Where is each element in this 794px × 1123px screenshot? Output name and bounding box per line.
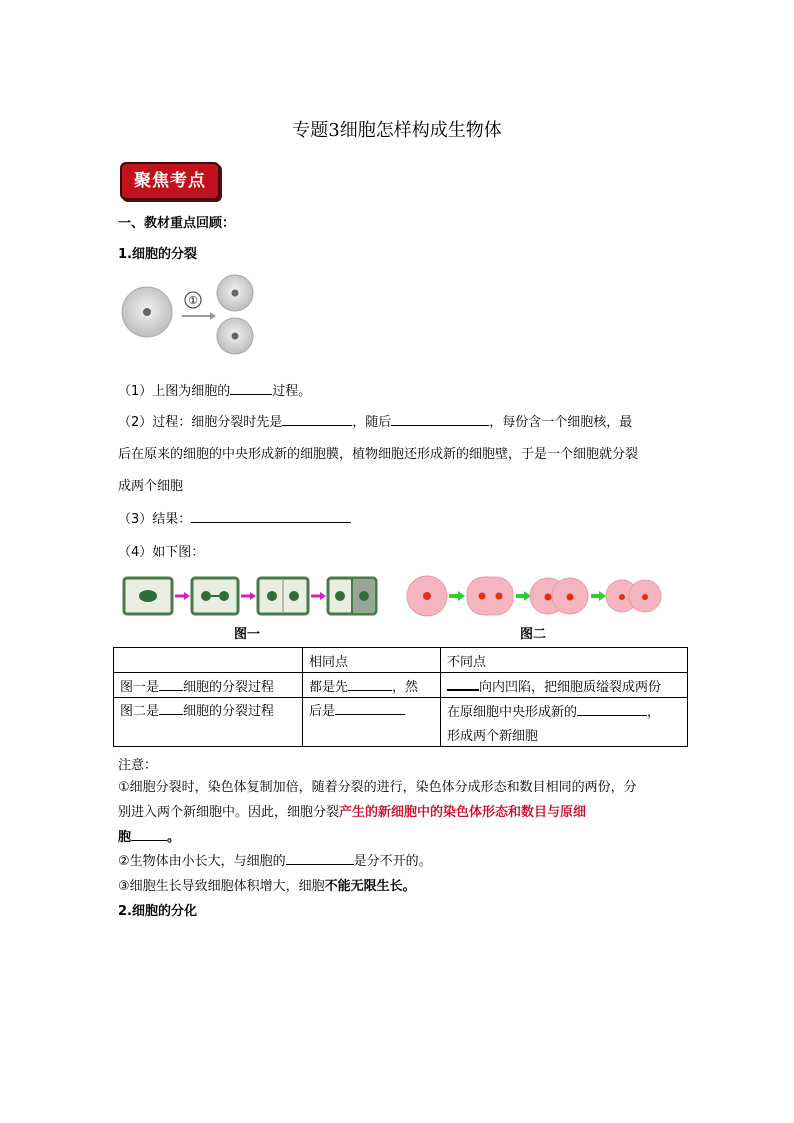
answer-blank bbox=[391, 412, 489, 426]
animal-cell-stage-1 bbox=[407, 576, 447, 616]
note-1-line-2: 别进入两个新细胞中。因此，细胞分裂产生的新细胞中的染色体形态和数目与原细 bbox=[118, 805, 587, 820]
animal-cell-division-figure bbox=[403, 572, 668, 620]
diff-cell-2: 在原细胞中央形成新的 ， bbox=[441, 698, 688, 723]
figure-1-caption: 图一 bbox=[234, 627, 261, 642]
question-2 bbox=[118, 411, 632, 430]
plant-cell-stage-2 bbox=[192, 578, 238, 614]
diff-cell-3: 形成两个新细胞 bbox=[441, 722, 688, 747]
magenta-arrow bbox=[175, 592, 190, 600]
note-2: ②生物体由小长大，与细胞的 是分不开的。 bbox=[118, 850, 432, 869]
answer-blank bbox=[159, 677, 183, 691]
row-label-figure-2: 图二是 细胞的分裂过程 bbox=[114, 698, 303, 747]
animal-cell-stage-3 bbox=[530, 578, 588, 614]
answer-blank bbox=[230, 381, 272, 395]
answer-blank bbox=[577, 702, 647, 716]
step-number: ① bbox=[188, 294, 198, 307]
plant-cell-stage-4 bbox=[328, 578, 376, 614]
cell-division-figure bbox=[120, 268, 260, 368]
answer-blank bbox=[159, 701, 183, 715]
question-2-line-2: 后在原来的细胞的中央形成新的细胞膜，植物细胞还形成新的细胞壁，于是一个细胞就分裂 bbox=[118, 447, 639, 462]
animal-cell-stage-4 bbox=[606, 580, 661, 612]
answer-blank bbox=[131, 827, 167, 841]
question-4: （4）如下图： bbox=[118, 545, 205, 560]
q2-text-mid: ，随后 bbox=[352, 415, 392, 430]
same-cell-1: 都是先 ，然 bbox=[303, 673, 441, 698]
figure-2-caption: 图二 bbox=[520, 627, 547, 642]
arrow-head bbox=[210, 312, 216, 320]
q2-text: （2）过程：细胞分裂时先是 bbox=[118, 415, 283, 430]
table-header-diff: 不同点 bbox=[441, 648, 688, 673]
table-header-same: 相同点 bbox=[303, 648, 441, 673]
nucleus bbox=[143, 308, 151, 316]
green-arrow bbox=[449, 591, 465, 601]
plant-cell-division-figure bbox=[120, 574, 380, 618]
q1-text: （1）上图为细胞的 bbox=[118, 384, 231, 399]
nucleus bbox=[232, 333, 239, 340]
q1-text-end: 过程。 bbox=[272, 384, 312, 399]
q2-text-end: ，每份含一个细胞核，最 bbox=[489, 415, 633, 430]
answer-blank bbox=[191, 509, 351, 523]
answer-blank bbox=[282, 412, 352, 426]
comparison-table bbox=[113, 647, 688, 747]
emphasis-text: 不能无限生长。 bbox=[324, 879, 416, 894]
row-label-figure-1: 图一是 细胞的分裂过程 bbox=[114, 673, 303, 698]
answer-blank bbox=[447, 676, 479, 691]
focus-badge: 聚焦考点 bbox=[120, 162, 220, 200]
note-1-line-3: 胞 。 bbox=[118, 826, 180, 845]
note-3: ③细胞生长导致细胞体积增大，细胞不能无限生长。 bbox=[118, 879, 416, 894]
note-title: 注意： bbox=[118, 758, 158, 773]
question-2-line-3: 成两个细胞 bbox=[118, 479, 184, 494]
green-arrow bbox=[516, 591, 531, 601]
page-title: 专题3细胞怎样构成生物体 bbox=[292, 120, 502, 141]
subheading-cell-differentiation: 2.细胞的分化 bbox=[118, 904, 197, 919]
q3-text: （3）结果： bbox=[118, 512, 192, 527]
nucleus bbox=[232, 290, 239, 297]
same-cell-2: 后是 bbox=[303, 698, 441, 747]
green-arrow bbox=[591, 591, 606, 601]
section-heading-review: 一、教材重点回顾： bbox=[118, 216, 236, 231]
plant-cell-stage-3 bbox=[258, 578, 308, 614]
subheading-cell-division: 1.细胞的分裂 bbox=[118, 247, 197, 262]
question-1 bbox=[118, 380, 311, 399]
emphasis-text: 产生的新细胞中的染色体形态和数目与原细 bbox=[339, 805, 587, 820]
answer-blank bbox=[348, 677, 392, 691]
note-1-line-1: ①细胞分裂时，染色体复制加倍，随着分裂的进行，染色体分成形态和数目相同的两份，分 bbox=[118, 780, 637, 795]
table-header-row bbox=[114, 648, 688, 673]
plant-cell-stage-1 bbox=[124, 578, 172, 614]
animal-cell-stage-2 bbox=[467, 577, 513, 615]
answer-blank bbox=[335, 701, 405, 715]
magenta-arrow bbox=[311, 592, 326, 600]
question-3 bbox=[118, 508, 351, 527]
table-row bbox=[114, 698, 688, 723]
answer-blank bbox=[286, 851, 354, 865]
table-row bbox=[114, 673, 688, 698]
magenta-arrow bbox=[241, 592, 256, 600]
table-cell-empty bbox=[114, 648, 303, 673]
diff-cell-1: 向内凹陷，把细胞质缢裂成两份 bbox=[441, 673, 688, 698]
